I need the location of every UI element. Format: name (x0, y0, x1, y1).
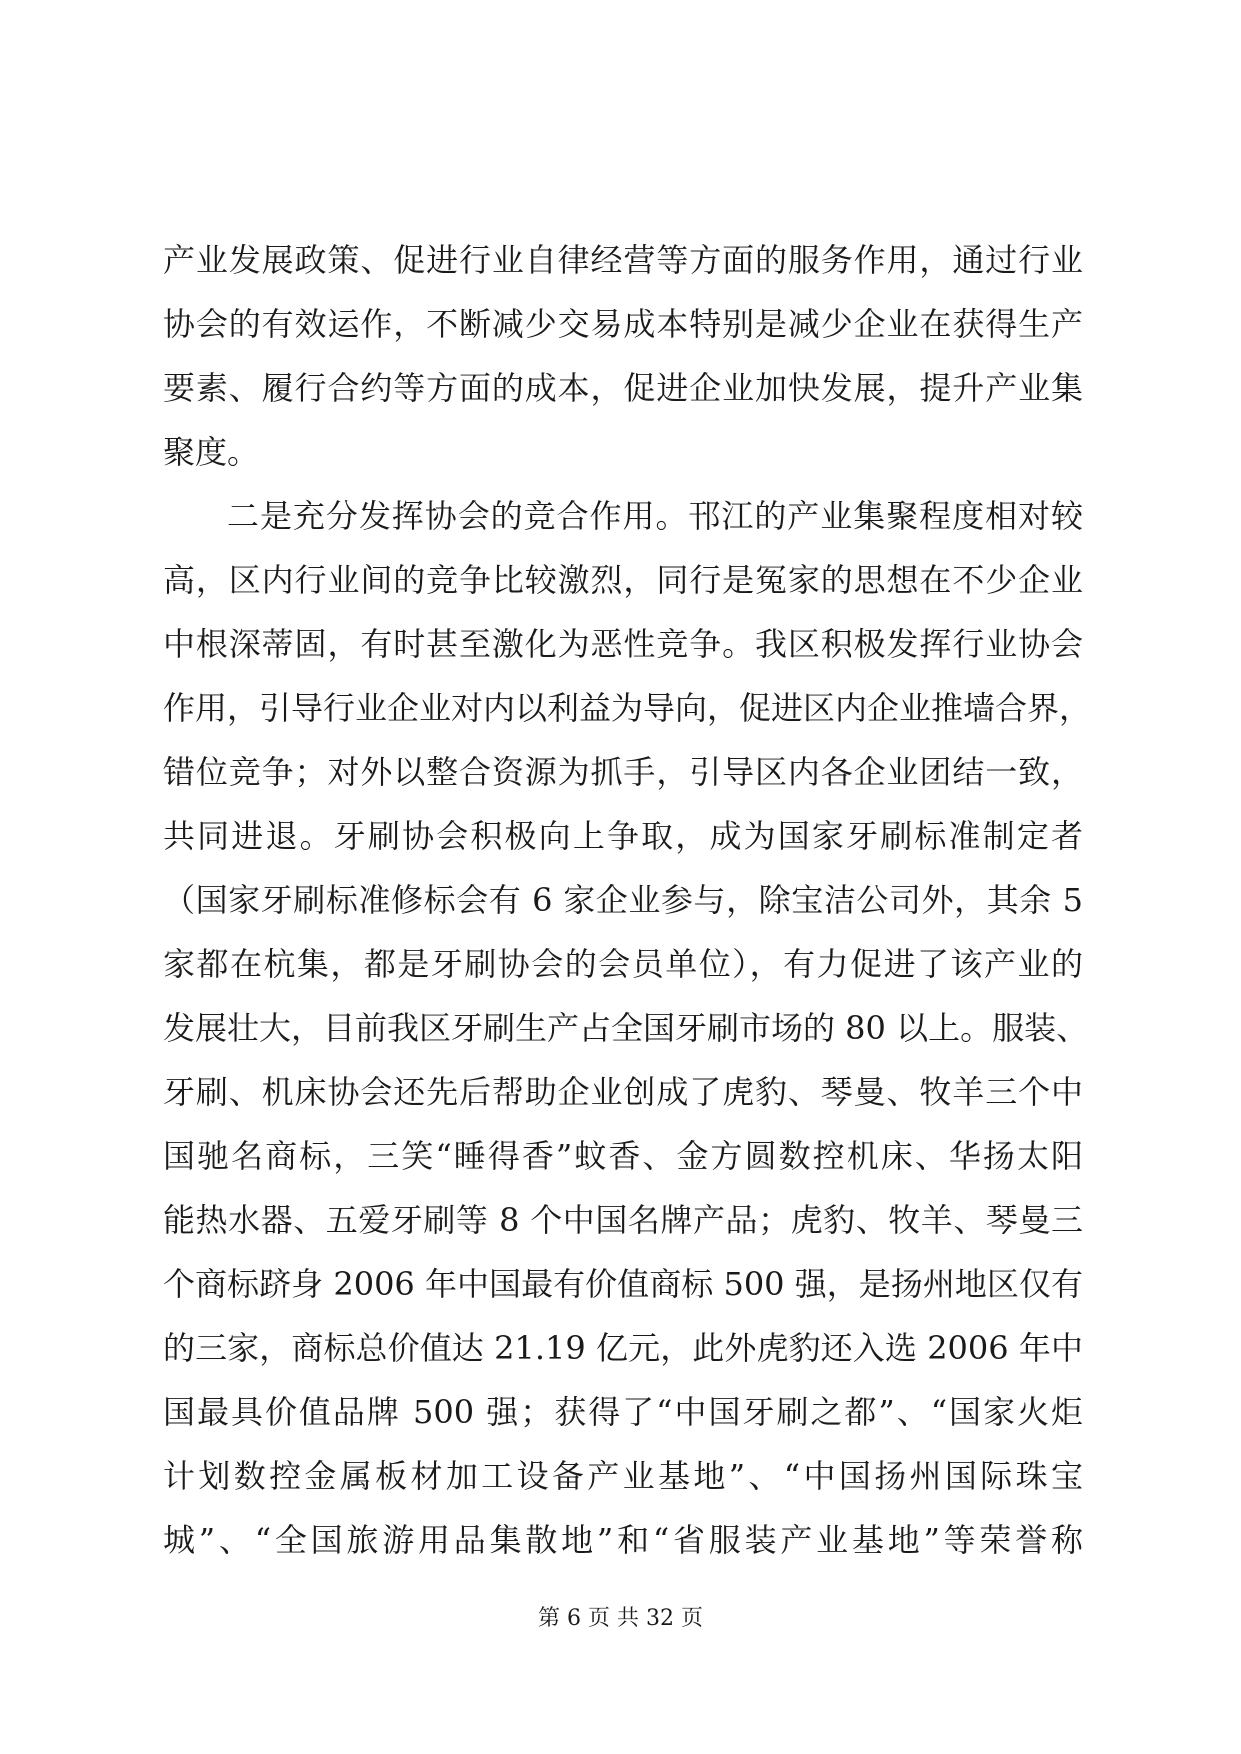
page-number-footer: 第 6 页 共 32 页 (538, 1606, 703, 1631)
text-line: 协会的有效运作，不断减少交易成本特别是减少企业在获得生产 (163, 305, 1083, 343)
paragraph-2 (163, 484, 1092, 1572)
text-line: 家都在杭集，都是牙刷协会的会员单位），有力促进了该产业的 (163, 945, 1083, 983)
text-line: 产业发展政策、促进行业自律经营等方面的服务作用，通过行业 (163, 241, 1083, 279)
text-line: 二是充分发挥协会的竞合作用。邗江的产业集聚程度相对较 (227, 497, 1083, 535)
paragraph-1 (163, 228, 1083, 484)
text-line: 的三家，商标总价值达 21.19 亿元，此外虎豹还入选 2006 年中 (163, 1329, 1083, 1367)
text-line: 国驰名商标，三笑“睡得香”蚊香、金方圆数控机床、华扬太阳 (163, 1137, 1083, 1175)
text-line: 中根深蒂固，有时甚至激化为恶性竞争。我区积极发挥行业协会 (163, 625, 1083, 663)
text-line: 发展壮大，目前我区牙刷生产占全国牙刷市场的 80 以上。服装、 (163, 1009, 1089, 1047)
text-line: 国最具价值品牌 500 强；获得了“中国牙刷之都”、“国家火炬 (163, 1393, 1083, 1431)
text-line: 作用，引导行业企业对内以利益为导向，促进区内企业推墙合界， (163, 689, 1092, 727)
text-line: 错位竞争；对外以整合资源为抓手，引导区内各企业团结一致， (163, 753, 1083, 791)
text-line: 能热水器、五爱牙刷等 8 个中国名牌产品；虎豹、牧羊、琴曼三 (163, 1201, 1083, 1239)
text-line: 共同进退。牙刷协会积极向上争取，成为国家牙刷标准制定者 (163, 817, 1083, 855)
text-line: 高，区内行业间的竞争比较激烈，同行是冤家的思想在不少企业 (163, 561, 1083, 599)
text-line: 城”、“全国旅游用品集散地”和“省服装产业基地”等荣誉称 (163, 1521, 1083, 1559)
body-text (163, 228, 1092, 1572)
text-line: （国家牙刷标准修标会有 6 家企业参与，除宝洁公司外，其余 5 (163, 881, 1083, 919)
text-line: 计划数控金属板材加工设备产业基地”、“中国扬州国际珠宝 (163, 1457, 1083, 1495)
text-line: 个商标跻身 2006 年中国最有价值商标 500 强，是扬州地区仅有 (163, 1265, 1083, 1303)
text-line: 牙刷、机床协会还先后帮助企业创成了虎豹、琴曼、牧羊三个中 (163, 1073, 1083, 1111)
text-line: 聚度。 (163, 433, 260, 471)
text-line: 要素、履行合约等方面的成本，促进企业加快发展，提升产业集 (163, 369, 1083, 407)
